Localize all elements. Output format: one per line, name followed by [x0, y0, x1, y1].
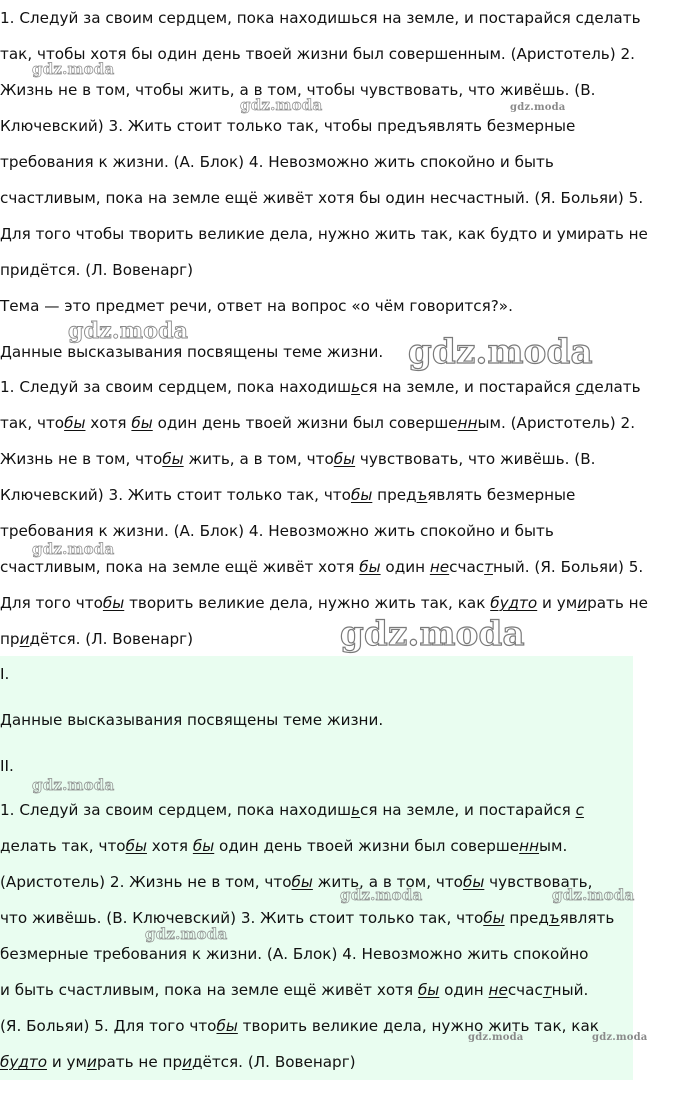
- orthogram: будто: [0, 1053, 47, 1071]
- text-line: Для того чтобы творить великие дела, нужно жить так, как будто и умирать не: [0, 225, 648, 243]
- answer-statement: Данные высказывания посвящены теме жизни.: [0, 711, 384, 729]
- orthogram: ъ: [416, 486, 428, 504]
- orthogram: бы: [350, 486, 373, 504]
- orthogram: бы: [64, 414, 86, 432]
- orthogram: бы: [102, 594, 125, 612]
- orthogram: бы: [192, 837, 215, 855]
- text-line: так, чтобы хотя бы один день твоей жизни был совершенным. (Аристотель) 2.: [0, 414, 636, 432]
- text-line: требования к жизни. (А. Блок) 4. Невозможно жить спокойно и быть: [0, 522, 554, 540]
- text-line: Ключевский) 3. Жить стоит только так, чтобы предъявлять безмерные: [0, 117, 576, 135]
- watermark: gdz.moda: [340, 614, 525, 654]
- orthogram: и: [577, 594, 588, 612]
- orthogram: бы: [216, 1017, 238, 1035]
- watermark: gdz.moda: [240, 96, 323, 114]
- text-line: (Я. Больяи) 5. Для того чтобы творить великие дела, нужно жить так, как: [0, 1017, 599, 1035]
- orthogram: с: [575, 801, 584, 819]
- watermark: gdz.moda: [68, 318, 189, 344]
- orthogram: бы: [125, 837, 147, 855]
- watermark: gdz.moda: [468, 1032, 524, 1043]
- text-line: счастливым, пока на земле ещё живёт хотя бы один несчастный. (Я. Больяи) 5.: [0, 558, 644, 576]
- theme-statement: Данные высказывания посвящены теме жизни.: [0, 343, 384, 361]
- orthogram: т: [484, 558, 493, 576]
- text-line: Жизнь не в том, чтобы жить, а в том, чтобы чувствовать, что живёшь. (В.: [0, 81, 596, 99]
- orthogram: ь: [351, 378, 361, 396]
- watermark: gdz.moda: [145, 925, 228, 943]
- watermark: gdz.moda: [32, 60, 115, 78]
- text-line: Жизнь не в том, чтобы жить, а в том, чтобы чувствовать, что живёшь. (В.: [0, 450, 596, 468]
- orthogram: бы: [131, 414, 153, 432]
- orthogram: нн: [519, 837, 540, 855]
- watermark: gdz.moda: [592, 1032, 648, 1043]
- watermark: gdz.moda: [340, 886, 423, 904]
- orthogram: ь: [351, 801, 361, 819]
- text-line: делать так, чтобы хотя бы один день твоей жизни был совершенным.: [0, 837, 568, 855]
- orthogram: бы: [291, 873, 313, 891]
- orthogram: ъ: [548, 909, 560, 927]
- text-line: что живёшь. (В. Ключевский) 3. Жить стоит только так, чтобы предъявлять: [0, 909, 615, 927]
- orthogram: бы: [417, 981, 440, 999]
- text-line: придётся. (Л. Вовенарг): [0, 630, 194, 648]
- text-line: Для того чтобы творить великие дела, нужно жить так, как будто и умирать не: [0, 594, 648, 612]
- answer-label: I.: [0, 665, 10, 683]
- text-line: счастливым, пока на земле ещё живёт хотя бы один несчастный. (Я. Больяи) 5.: [0, 189, 644, 207]
- text-line: и быть счастливым, пока на земле ещё живёт хотя бы один несчастный.: [0, 981, 589, 999]
- watermark: gdz.moda: [552, 886, 635, 904]
- orthogram: и: [182, 1053, 192, 1071]
- orthogram: бы: [462, 873, 485, 891]
- text-line: придётся. (Л. Вовенарг): [0, 261, 194, 279]
- text-line: (Аристотель) 2. Жизнь не в том, чтобы жить, а в том, чтобы чувствовать,: [0, 873, 593, 891]
- orthogram: не: [429, 558, 450, 576]
- orthogram: бы: [333, 450, 356, 468]
- watermark: gdz.moda: [408, 332, 593, 372]
- text-line: безмерные требования к жизни. (А. Блок) 4. Невозможно жить спокойно: [0, 945, 589, 963]
- text-line: 1. Следуй за своим сердцем, пока находишься на земле, и постарайся с: [0, 801, 584, 819]
- orthogram: бы: [162, 450, 184, 468]
- text-line: 1. Следуй за своим сердцем, пока находишься на земле, и постарайся сделать: [0, 9, 641, 27]
- orthogram: бы: [483, 909, 505, 927]
- answer-label: II.: [0, 757, 14, 775]
- orthogram: будто: [490, 594, 538, 612]
- text-line: требования к жизни. (А. Блок) 4. Невозможно жить спокойно и быть: [0, 153, 554, 171]
- text-line: будто и умирать не придётся. (Л. Вовенарг): [0, 1053, 356, 1071]
- orthogram: и: [19, 630, 30, 648]
- text-line: 1. Следуй за своим сердцем, пока находишься на земле, и постарайся сделать: [0, 378, 641, 396]
- text-line: Ключевский) 3. Жить стоит только так, чтобы предъявлять безмерные: [0, 486, 576, 504]
- orthogram: не: [488, 981, 508, 999]
- text-line: так, чтобы хотя бы один день твоей жизни был совершенным. (Аристотель) 2.: [0, 45, 635, 63]
- orthogram: т: [542, 981, 552, 999]
- watermark: gdz.moda: [32, 776, 115, 794]
- orthogram: с: [575, 378, 584, 396]
- theme-definition: Тема — это предмет речи, ответ на вопрос «о чём говорится?».: [0, 297, 513, 315]
- orthogram: бы: [359, 558, 381, 576]
- watermark: gdz.moda: [32, 540, 115, 558]
- watermark: gdz.moda: [510, 102, 566, 113]
- orthogram: и: [86, 1053, 97, 1071]
- orthogram: нн: [457, 414, 478, 432]
